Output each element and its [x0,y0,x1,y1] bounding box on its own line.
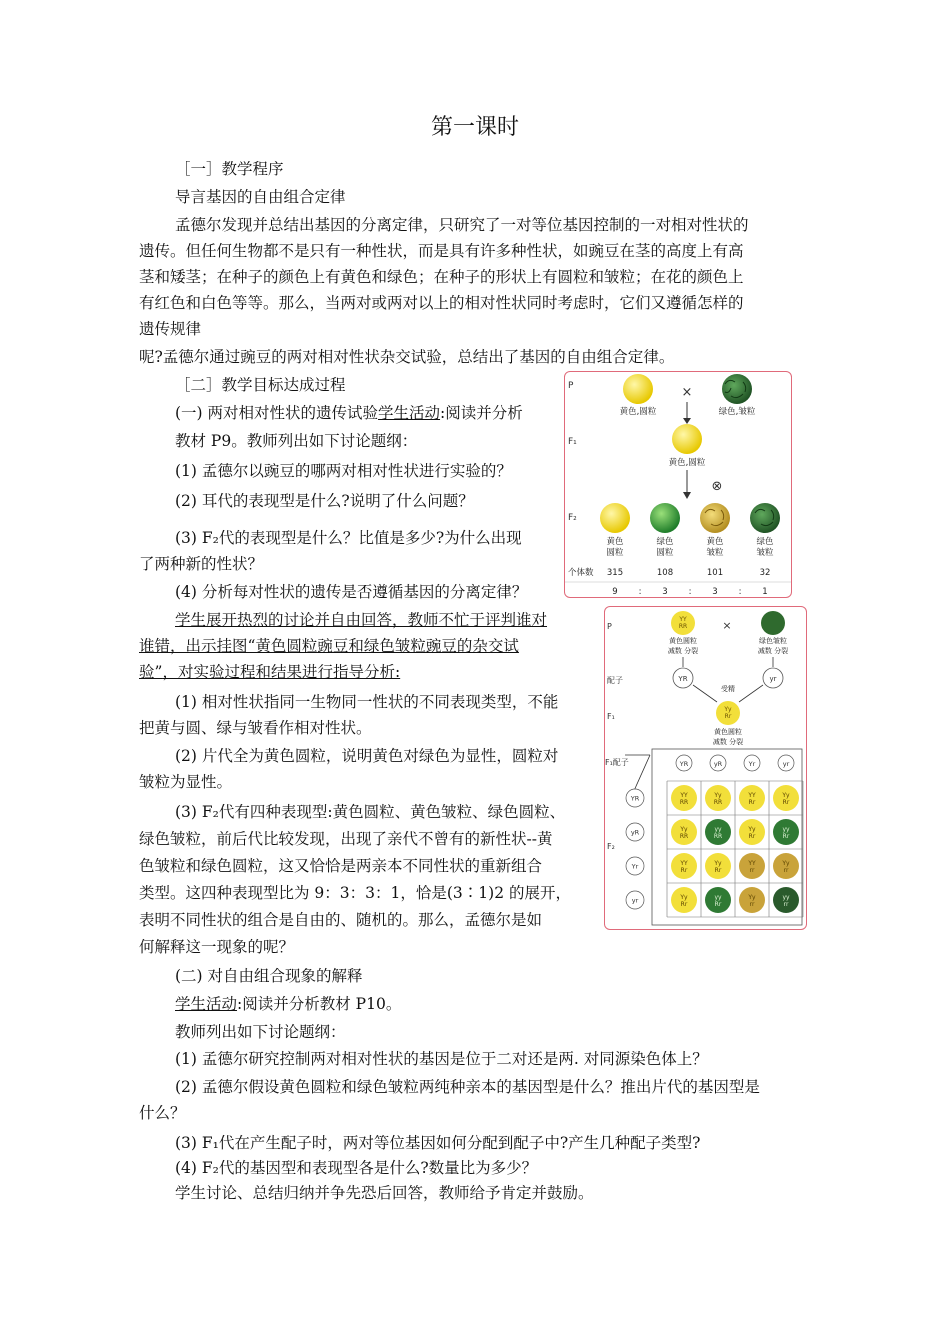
f2-pea-icon [750,503,780,533]
f2-phenotype-shape: 皱粒 [706,548,724,558]
offspring-genotype-top: Yy [748,826,756,833]
f2-pea-icon [650,503,680,533]
parent1-caption: 黄色圆粒 [669,637,697,645]
meiosis-label: 减数 分裂 [757,647,789,655]
offspring-genotype-bottom: RR [679,833,689,840]
offspring-genotype-top: YY [680,792,688,799]
f2-ratio: 1 [762,587,768,597]
parent2-caption: 绿色皱粒 [759,637,787,645]
offspring-genotype-bottom: Rr [782,799,790,806]
offspring-genotype-top: Yy [782,792,790,799]
offspring-genotype-bottom: Rr [748,833,756,840]
answer-line: (3) F₂代有四种表现型:黄色圆粒、黄色皱粒、绿色圆粒、 [175,803,566,821]
intro-heading: 导言基因的自由组合定律 [175,188,346,206]
cross-results-figure [564,371,792,598]
row-gamete-label: YR [630,794,640,803]
offspring-genotype-bottom: Rr [748,799,756,806]
row-gamete-label: Yr [631,862,639,871]
page-title: 第一课时 [430,115,519,140]
teacher-outline-intro: 教材 P9。教师列出如下讨论题纲： [175,432,418,450]
offspring-genotype-top: YY [680,860,688,867]
f1-yellow-round-pea-icon [672,424,702,454]
f2-ratio: 3 [712,587,718,597]
offspring-genotype-bottom: Rr [782,833,790,840]
closing-line: 学生讨论、总结归纳并争先恐后回答，教师给予肯定并鼓励。 [175,1184,594,1202]
f2-count: 108 [656,568,674,578]
offspring-genotype-top: YY [748,860,756,867]
f2-ratio: 3 [662,587,668,597]
answer-line: 色皱粒和绿色圆粒，这又恰恰是两亲本不同性状的重新组合 [139,857,543,875]
question-4: (4) 分析每对性状的遗传是否遵循基因的分离定律？ [175,583,528,601]
row-gamete-label: yr [631,896,639,905]
cross-results-diagram [565,372,791,597]
ratio-row [612,587,767,597]
question-2: (2) 孟德尔假设黄色圆粒和绿色皱粒两纯种亲本的基因型是什么？推出片代的基因型是 [175,1078,760,1096]
f2-count: 315 [606,568,624,578]
offspring-genotype-top: Yy [680,826,688,833]
answer-line: 何解释这一现象的呢？ [139,938,295,956]
intro-paragraph-line: 呢?孟德尔通过豌豆的两对相对性状杂交试验，总结出了基因的自由组合定律。 [139,348,675,366]
offspring-genotype-bottom: Rr [714,901,722,908]
intro-paragraph-line: 有红色和白色等等。那么，当两对或两对以上的相对性状同时考虑时，它们又遵循怎样的 [139,294,744,312]
subsection-1-heading [175,400,523,426]
cross-symbol: × [681,385,693,400]
gamete-label: yr [769,675,777,683]
intro-paragraph-line: 遗传。但任何生物都不是只有一种性状，而是具有许多种性状，如豌豆在茎的高度上有高 [139,242,744,260]
meiosis-label: 减数 分裂 [712,738,744,746]
parent2-pea-icon [761,611,785,635]
f1-caption: 黄色圆粒 [714,728,742,736]
subsection-1-suffix: :阅读并分析 [440,404,523,422]
section-heading-objectives: ［二］教学目标达成过程 [175,376,346,394]
fertilization-label: 受精 [721,685,735,693]
punnett-diagram [605,607,806,929]
offspring-genotype-bottom: rr [749,901,755,908]
f2-phenotype-shape: 皱粒 [756,548,774,558]
cross-symbol: × [722,619,732,632]
subsection-1-title: (一) 两对相对性状的遗传试验 [175,404,379,422]
answer-line: (2) 片代全为黄色圆粒，说明黄色对绿色为显性，圆粒对 [175,747,559,765]
f2-pea-icon [700,503,730,533]
intro-paragraph-line: 孟德尔发现并总结出基因的分离定律，只研究了一对等位基因控制的一对相对性状的 [175,216,749,234]
arrow-line [633,755,650,793]
discussion-tail: ，对实验过程和结果进行指导分析: [162,663,401,681]
column-gamete-label: yr [782,760,790,768]
selfing-symbol: ⊗ [711,479,723,494]
offspring-genotype-top: yy [782,894,790,901]
f1-genotype: Yy Rr [724,706,732,720]
punnett-square-figure [604,606,807,930]
generation-f1-label: F₁ [568,437,577,447]
teacher-outline-intro: 教师列出如下讨论题纲： [175,1023,346,1041]
offspring-genotype-bottom: rr [783,901,789,908]
f2-ratio: 9 [612,587,618,597]
ratio-separator: : [738,587,742,597]
question-2-cont: 什么？ [139,1104,186,1122]
f1-gametes-label: F₁配子 [605,758,629,767]
parent1-label: 黄色,圆粒 [619,407,657,417]
discussion-underlined: 验” [139,663,163,681]
subsection-2-heading: (二) 对自由组合现象的解释 [175,967,363,985]
generation-f1-label: F₁ [607,712,615,721]
answer-line: 绿色皱粒，前后代比较发现，出现了亲代不曾有的新性状--黄 [139,830,553,848]
offspring-genotype-bottom: Rr [680,867,688,874]
question-1: (1) 孟德尔研究控制两对相对性状的基因是位于二对还是两. 对同源染色体上？ [175,1050,708,1068]
parent1-genotype: YY RR [678,616,688,630]
offspring-genotype-top: Yy [748,894,756,901]
f2-phenotype-color: 黄色 [706,537,724,547]
gametes-label: 配子 [607,676,623,685]
punnett-grid [626,755,803,917]
f2-phenotype-shape: 圆粒 [656,548,674,558]
f2-count: 101 [706,568,724,578]
discussion-line [139,659,400,685]
arrow-head [683,492,691,499]
row-gamete-label: yR [630,828,640,837]
answer-line: (1) 相对性状指同一生物同一性状的不同表现类型，不能 [175,693,559,711]
yellow-round-pea-icon [623,374,653,404]
answer-line: 把黄与圆、绿与皱看作相对性状。 [139,719,372,737]
student-activity-label: 学生活动 [378,404,441,422]
offspring-genotype-bottom: RR [679,799,689,806]
activity-suffix: :阅读并分析教材 P10。 [237,995,402,1013]
f2-phenotype-row [600,503,780,578]
offspring-genotype-top: YY [748,792,756,799]
offspring-genotype-bottom: Rr [680,901,688,908]
ratio-separator: : [638,587,642,597]
offspring-genotype-top: Yy [714,792,722,799]
student-activity-label: 学生活动 [175,995,238,1013]
section-heading-procedure: ［一］教学程序 [175,160,284,178]
generation-p-label: P [568,381,574,391]
offspring-genotype-top: yy [782,826,790,833]
question-4: (4) F₂代的基因型和表现型各是什么?数量比为多少？ [175,1159,538,1177]
generation-p-label: P [607,622,612,631]
arrow-line [693,685,717,702]
count-label: 个体数 [568,568,594,578]
discussion-line: 学生展开热烈的讨论并自由回答，教师不忙于评判谁对 [175,611,548,629]
f2-phenotype-color: 绿色 [756,537,774,547]
answer-line: 皱粒为显性。 [139,773,233,791]
f1-label: 黄色,圆粒 [668,458,706,468]
column-gamete-label: yR [713,760,723,768]
intro-paragraph-line: 茎和矮茎；在种子的颜色上有黄色和绿色；在种子的形状上有圆粒和皱粒；在花的颜色上 [139,268,744,286]
f2-phenotype-shape: 圆粒 [606,548,624,558]
f2-count: 32 [759,568,771,578]
question-3: (3) F₁代在产生配子时，两对等位基因如何分配到配子中?产生几种配子类型? [175,1134,701,1152]
parent2-label: 绿色,皱粒 [718,407,756,417]
offspring-genotype-top: Yy [680,894,688,901]
offspring-genotype-bottom: rr [783,867,789,874]
question-3: (3) F₂代的表现型是什么？比值是多少?为什么出现 [175,529,522,547]
offspring-genotype-bottom: rr [749,867,755,874]
answer-line: 表明不同性状的组合是自由的、随机的。那么，孟德尔是如 [139,911,543,929]
column-gamete-label: YR [679,760,689,768]
intro-paragraph-line: 遗传规律 [139,320,202,338]
ratio-separator: : [688,587,692,597]
f2-phenotype-color: 绿色 [656,537,674,547]
gamete-label: YR [678,675,688,683]
discussion-line: 谁错，出示挂图“黄色圆粒豌豆和绿色皱粒豌豆的杂交试 [139,637,519,655]
offspring-genotype-bottom: RR [713,799,723,806]
question-1: (1) 孟德尔以豌豆的哪两对相对性状进行实验的？ [175,462,512,480]
generation-f2-label: F₂ [568,513,577,523]
offspring-genotype-top: Yy [782,860,790,867]
offspring-genotype-bottom: RR [713,833,723,840]
green-wrinkled-pea-icon [722,374,752,404]
arrow-head [683,418,691,424]
student-activity-line [175,991,401,1017]
question-2: (2) 耳代的表现型是什么?说明了什么问题？ [175,492,474,510]
generation-f2-label: F₂ [607,842,615,851]
column-gamete-label: Yr [748,760,756,768]
question-3-cont: 了两种新的性状？ [139,555,264,573]
answer-line: 类型。这四种表现型比为 9：3：3：1，恰是(3∶1)2 的展开， [139,884,571,902]
f2-pea-icon [600,503,630,533]
arrow-line [739,685,763,702]
offspring-genotype-top: yy [714,826,722,833]
offspring-genotype-bottom: Rr [714,867,722,874]
offspring-genotype-top: yy [714,894,722,901]
meiosis-label: 减数 分裂 [667,647,699,655]
offspring-genotype-top: Yy [714,860,722,867]
f2-phenotype-color: 黄色 [606,537,624,547]
